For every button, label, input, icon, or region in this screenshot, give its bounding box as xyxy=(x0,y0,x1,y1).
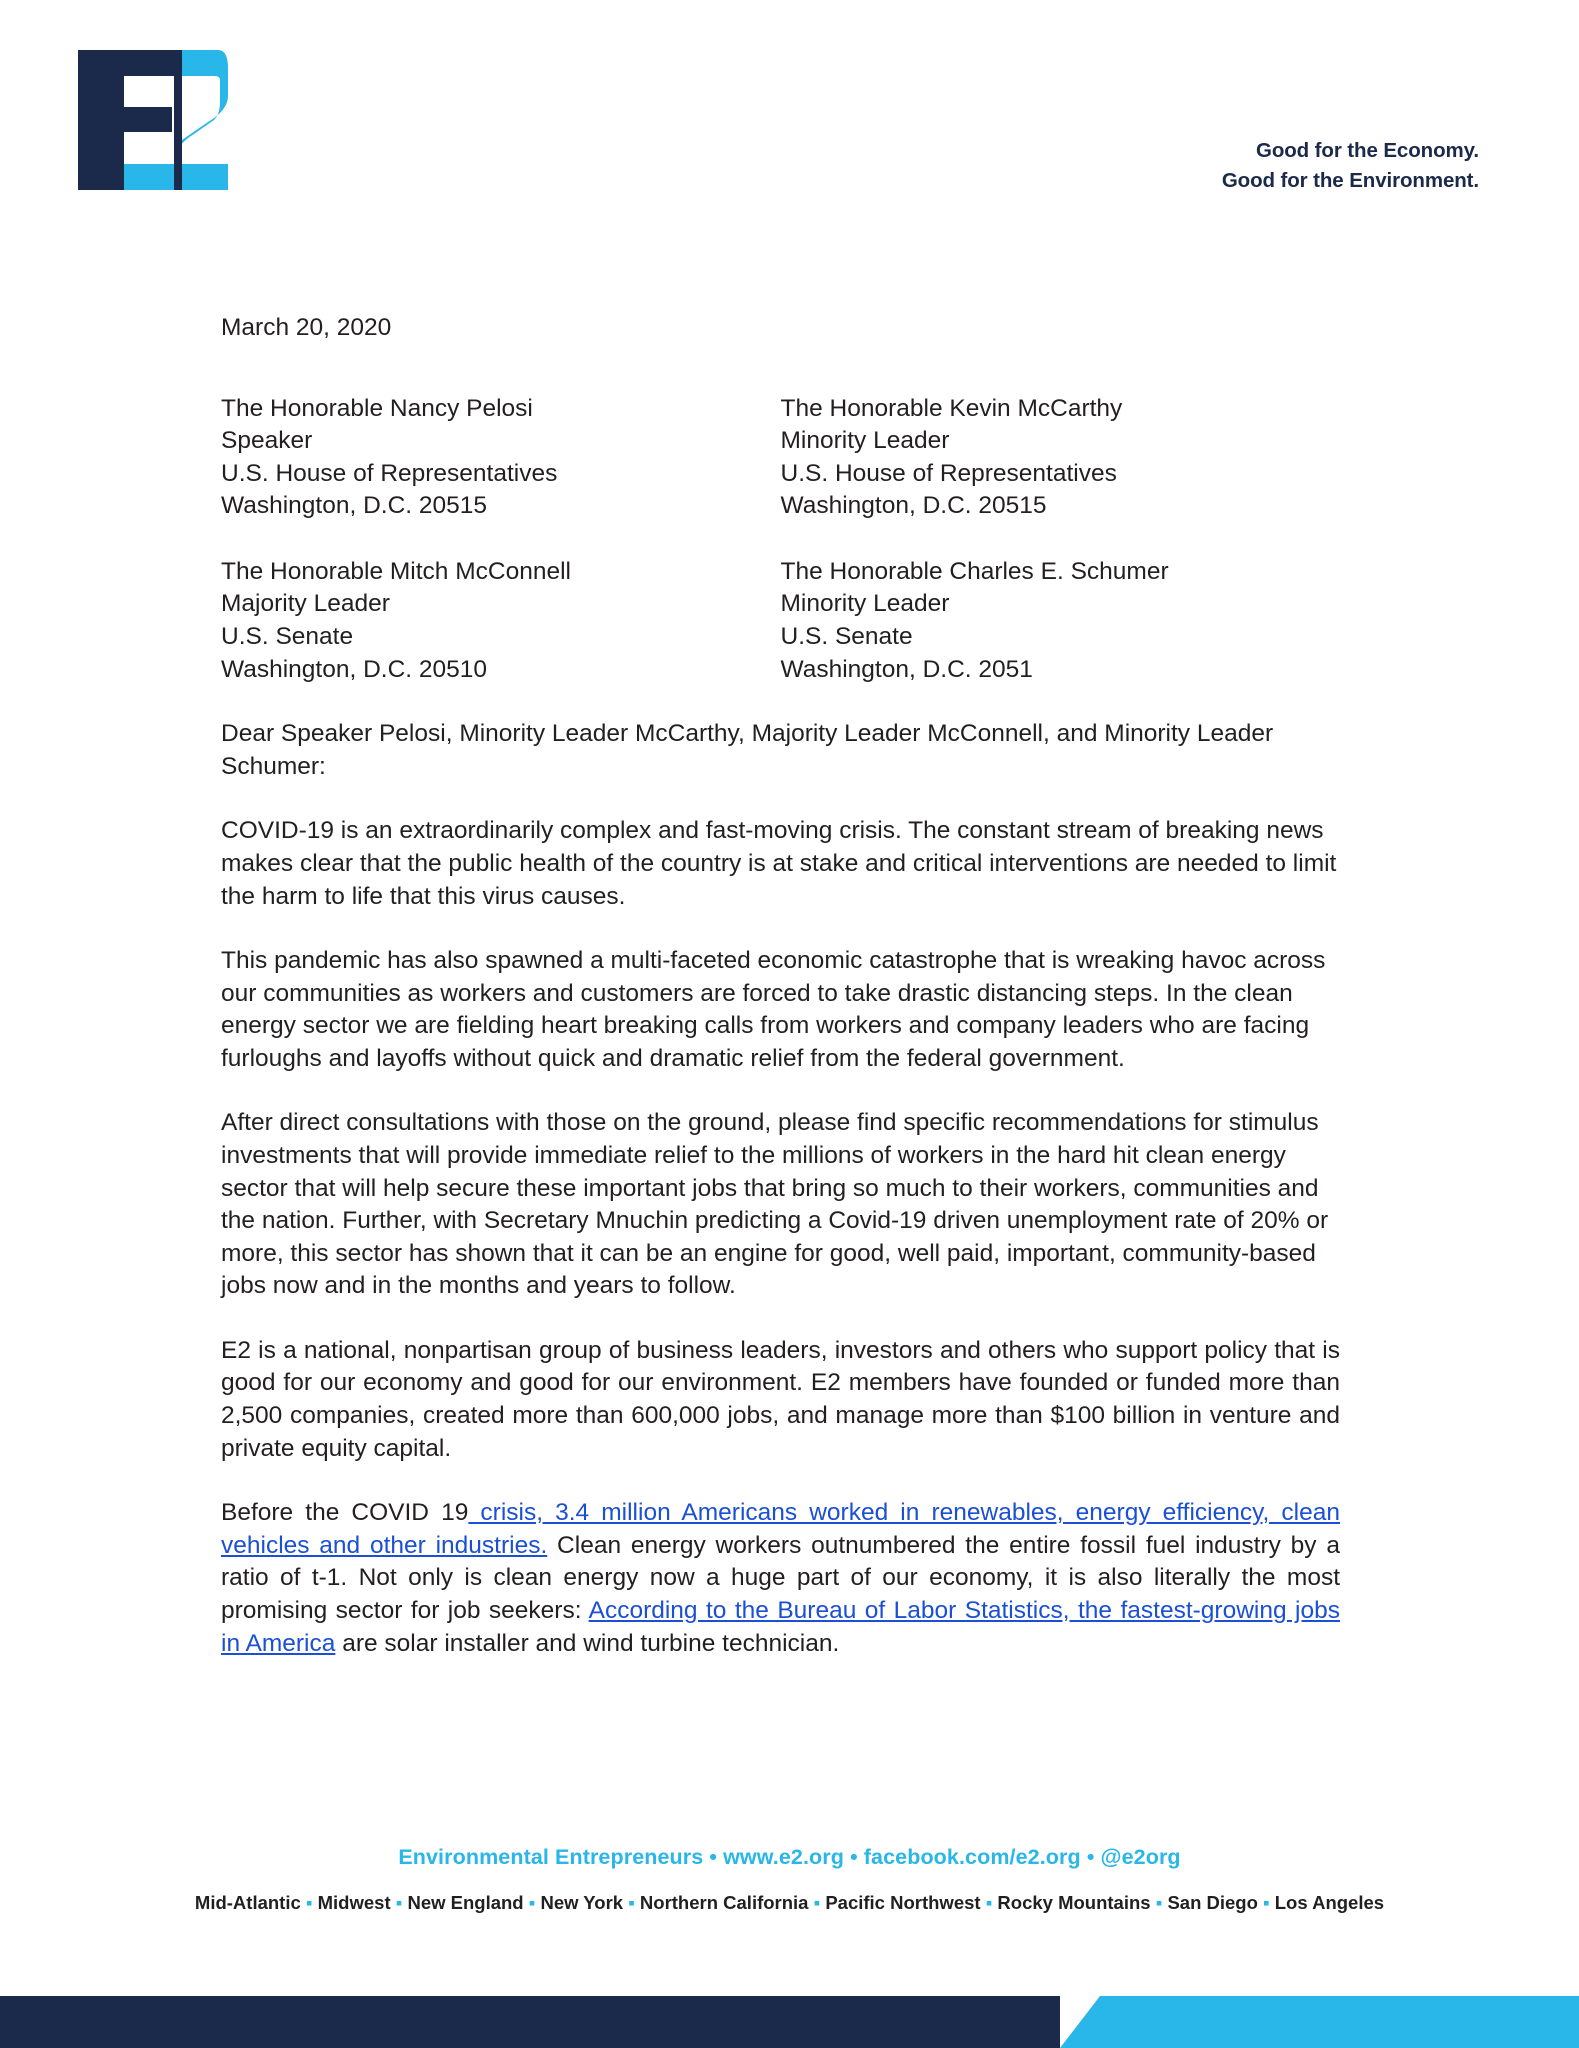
recipient-body: U.S. Senate xyxy=(221,623,354,651)
footer-twitter[interactable]: @e2org xyxy=(1100,1845,1181,1869)
region-separator-icon: ▪ xyxy=(1155,1892,1163,1913)
region-separator-icon: ▪ xyxy=(1263,1892,1270,1913)
region-item: New York xyxy=(540,1892,624,1913)
paragraph-4: E2 is a national, nonpartisan group of business leaders, investors and others who support policy that is good for our economy and good for our environment. E2 members have founded or funded more than 2,500 companies, created more than 600,000 jobs, and manage more than $100 billion in venture and private equity capital. xyxy=(221,1336,1340,1462)
region-separator-icon: ▪ xyxy=(628,1892,635,1913)
link-clean-energy-jobs-report[interactable]: crisis, 3.4 million Americans worked in renewables, energy efficiency, clean vehicles and other industries. xyxy=(221,1499,1340,1559)
paragraph-5 xyxy=(221,1497,1340,1660)
tagline-line-2: Good for the Environment. xyxy=(1221,168,1479,192)
region-separator-icon: ▪ xyxy=(985,1892,993,1913)
footer-contact-line xyxy=(0,1845,1579,1870)
footer-bar-light xyxy=(1060,1996,1579,2048)
region-item: Midwest xyxy=(317,1892,391,1913)
recipient-name: The Honorable Charles E. Schumer xyxy=(780,557,1169,585)
region-separator-icon: ▪ xyxy=(305,1892,313,1913)
footer-facebook[interactable]: facebook.com/e2.org xyxy=(863,1845,1081,1869)
region-item: San Diego xyxy=(1167,1892,1258,1913)
recipient-name: The Honorable Mitch McConnell xyxy=(221,557,571,585)
recipient-block-top xyxy=(221,393,1340,523)
region-item: Mid-Atlantic xyxy=(194,1892,301,1913)
recipient-name: The Honorable Kevin McCarthy xyxy=(780,394,1123,422)
page-header xyxy=(0,0,1579,230)
recipient-name: The Honorable Nancy Pelosi xyxy=(221,394,533,422)
region-item: Pacific Northwest xyxy=(825,1892,981,1913)
address-spacer xyxy=(221,523,1340,556)
footer-org-name: Environmental Entrepreneurs xyxy=(398,1845,704,1869)
footer-separator: • xyxy=(1086,1845,1095,1869)
paragraph-5-text-middle: Clean energy workers outnumbered the entire fossil fuel industry by a ratio of t-1. Not only is clean energy now a huge part of our economy, it is also literally the most promising sector for job seekers: xyxy=(221,1531,1340,1624)
region-separator-icon: ▪ xyxy=(813,1892,821,1913)
recipient-block-bottom xyxy=(221,556,1340,686)
recipient-title: Minority Leader xyxy=(780,590,950,618)
recipient-city: Washington, D.C. 20515 xyxy=(780,492,1047,520)
recipient-mcconnell xyxy=(221,556,781,686)
region-item: New England xyxy=(407,1892,524,1913)
footer-separator: • xyxy=(850,1845,858,1869)
region-item: Los Angeles xyxy=(1274,1892,1385,1913)
recipient-schumer xyxy=(781,556,1341,686)
recipient-city: Washington, D.C. 2051 xyxy=(780,655,1033,683)
letter-date: March 20, 2020 xyxy=(221,314,392,341)
region-separator-icon: ▪ xyxy=(395,1892,403,1913)
recipient-mccarthy xyxy=(781,393,1341,523)
paragraph-2: This pandemic has also spawned a multi-faceted economic catastrophe that is wreaking havoc across our communities as workers and customers are forced to take drastic distancing steps. In the clean energy sector we are fielding heart breaking calls from workers and company leaders who are facing furloughs and layoffs without quick and dramatic relief from the federal government. xyxy=(221,947,1326,1072)
footer-regions-line xyxy=(0,1892,1579,1914)
recipient-pelosi xyxy=(221,393,781,523)
letter-body xyxy=(221,312,1340,1660)
paragraph-5-text-after: are solar installer and wind turbine technician. xyxy=(335,1629,840,1657)
footer-bar-dark xyxy=(0,1996,1060,2048)
recipient-body: U.S. House of Representatives xyxy=(221,459,558,487)
e2-logo xyxy=(78,50,228,190)
recipient-city: Washington, D.C. 20515 xyxy=(221,492,488,520)
recipient-body: U.S. House of Representatives xyxy=(780,459,1117,487)
salutation: Dear Speaker Pelosi, Minority Leader McCarthy, Majority Leader McConnell, and Minority Leader Schumer: xyxy=(221,720,1274,780)
brand-tagline xyxy=(1222,136,1479,195)
footer-separator: • xyxy=(709,1845,718,1869)
tagline-line-1: Good for the Economy. xyxy=(1255,139,1479,162)
recipient-title: Minority Leader xyxy=(780,427,950,455)
paragraph-5-text-before: Before the COVID 19 xyxy=(221,1499,469,1527)
recipient-body: U.S. Senate xyxy=(780,623,913,651)
footer-color-bar xyxy=(0,1996,1579,2048)
link-bls-fastest-growing-jobs[interactable]: According to the Bureau of Labor Statistics, the fastest-growing jobs in America xyxy=(221,1596,1340,1657)
recipient-title: Majority Leader xyxy=(221,590,390,618)
region-separator-icon: ▪ xyxy=(528,1892,536,1913)
paragraph-1: COVID-19 is an extraordinarily complex and fast-moving crisis. The constant stream of breaking news makes clear that the public health of the country is at stake and critical interventions are needed to limit the harm to life that this virus causes. xyxy=(221,817,1337,910)
recipient-city: Washington, D.C. 20510 xyxy=(221,655,488,683)
recipient-title: Speaker xyxy=(221,427,313,455)
paragraph-3: After direct consultations with those on the ground, please find specific recommendations for stimulus investments that will provide immediate relief to the millions of workers in the hard hit clean energy sector that will help secure these important jobs that bring so much to their workers, communities and the nation. Further, with Secretary Mnuchin predicting a Covid-19 driven unemployment rate of 20% or more, this sector has shown that it can be an engine for good, well paid, important, community-based jobs now and in the months and years to follow. xyxy=(221,1109,1329,1300)
footer-website[interactable]: www.e2.org xyxy=(723,1845,844,1869)
region-item: Northern California xyxy=(639,1892,809,1913)
region-item: Rocky Mountains xyxy=(997,1892,1151,1913)
